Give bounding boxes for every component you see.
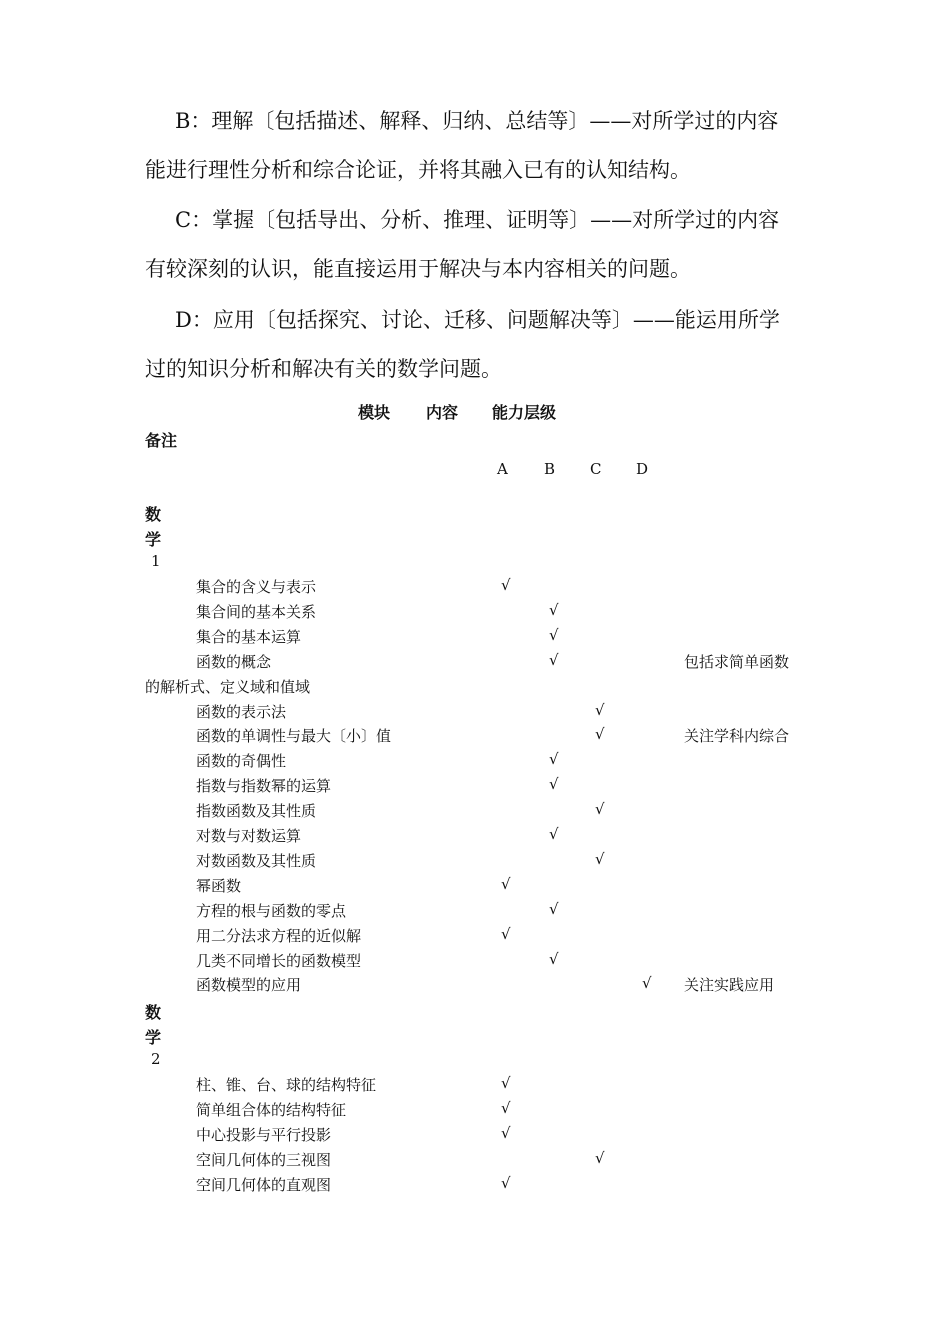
row-remark: 关注实践应用 (684, 976, 775, 995)
row-content: 用二分法求方程的近似解 (196, 926, 362, 945)
row-content: 空间几何体的三视图 (196, 1150, 332, 1169)
row-content: 对数与对数运算 (196, 827, 302, 845)
table-row (0, 626, 950, 651)
table-row (0, 725, 950, 750)
paragraph-line: C：掌握〔包括导出、分析、推理、证明等〕——对所学过的内容 (175, 208, 780, 232)
module-2-char: 数 (145, 1003, 162, 1022)
table-row (0, 1149, 950, 1174)
table-row (0, 1099, 950, 1124)
table-row (0, 850, 950, 875)
level-check-mark: √ (501, 1098, 511, 1117)
paragraph-line: 能进行理性分析和综合论证，并将其融入已有的认知结构。 (145, 158, 691, 182)
row-content: 集合的含义与表示 (196, 578, 317, 596)
header-remark: 备注 (145, 431, 178, 450)
table-row (0, 576, 950, 601)
table-row (0, 925, 950, 950)
level-b-label: B (544, 460, 556, 478)
level-check-mark: √ (549, 825, 559, 843)
table-row (0, 1174, 950, 1199)
row-content: 函数的奇偶性 (196, 752, 287, 771)
row-content: 指数与指数幂的运算 (196, 777, 332, 796)
header-content: 内容 (426, 403, 459, 422)
row-content: 中心投影与平行投影 (196, 1125, 332, 1144)
level-check-mark: √ (595, 849, 605, 868)
row-content: 空间几何体的直观图 (196, 1175, 332, 1194)
module-2-number: 2 (151, 1050, 161, 1068)
row-content: 对数函数及其性质 (196, 851, 317, 870)
row-content: 函数模型的应用 (196, 976, 302, 995)
row-content: 函数的概念 (196, 652, 272, 671)
table-row (0, 800, 950, 825)
level-check-mark: √ (549, 600, 559, 619)
level-check-mark: √ (549, 775, 559, 794)
row-content: 集合间的基本关系 (196, 602, 317, 621)
row-content: 幂函数 (196, 876, 242, 895)
module-1-char: 数 (145, 505, 162, 524)
table-row (0, 775, 950, 800)
table-row (0, 750, 950, 775)
header-module: 模块 (358, 403, 391, 422)
paragraph-c (145, 196, 815, 294)
table-row (0, 651, 950, 676)
row-content: 柱、锥、台、球的结构特征 (196, 1076, 377, 1094)
level-check-mark: √ (595, 800, 605, 819)
table-row (0, 875, 950, 900)
level-check-mark: √ (501, 1074, 511, 1092)
level-check-mark: √ (501, 576, 511, 594)
level-d-label: D (636, 460, 649, 478)
level-check-mark: √ (501, 874, 511, 893)
row-content: 几类不同增长的函数模型 (196, 951, 362, 970)
level-check-mark: √ (642, 974, 652, 993)
level-check-mark: √ (595, 725, 605, 744)
level-check-mark: √ (501, 1173, 511, 1192)
paragraph-line: D：应用〔包括探究、讨论、迁移、问题解决等〕——能运用所学 (175, 308, 780, 332)
table-row (0, 825, 950, 850)
paragraph-b (145, 97, 815, 195)
table-row (0, 601, 950, 626)
row-content: 简单组合体的结构特征 (196, 1100, 347, 1119)
table-row (0, 1124, 950, 1149)
level-check-mark: √ (501, 924, 511, 943)
row-content: 方程的根与函数的零点 (196, 901, 347, 920)
level-check-mark: √ (595, 700, 605, 719)
module-2-char: 学 (145, 1028, 162, 1047)
level-a-label: A (497, 460, 508, 478)
header-level: 能力层级 (492, 403, 557, 422)
level-check-mark: √ (595, 1148, 605, 1167)
paragraph-line: 有较深刻的认识，能直接运用于解决与本内容相关的问题。 (145, 257, 691, 281)
row-content: 指数函数及其性质 (196, 802, 317, 821)
module-1-number: 1 (151, 552, 161, 570)
row-content: 函数的单调性与最大〔小〕值 (196, 727, 392, 746)
row-content: 函数的表示法 (196, 702, 287, 721)
row-remark-continued: 的解析式、定义域和值域 (145, 677, 311, 696)
table-row (0, 974, 950, 999)
row-remark: 包括求简单函数 (684, 652, 790, 671)
row-content: 集合的基本运算 (196, 627, 302, 646)
table-row (0, 950, 950, 975)
level-c-label: C (590, 460, 602, 478)
level-check-mark: √ (549, 625, 559, 644)
level-check-mark: √ (549, 750, 559, 769)
row-remark: 关注学科内综合 (684, 727, 790, 746)
paragraph-line: 过的知识分析和解决有关的数学问题。 (145, 357, 502, 381)
table-row (0, 701, 950, 726)
level-check-mark: √ (549, 650, 559, 669)
module-1-char: 学 (145, 530, 162, 549)
level-check-mark: √ (549, 899, 559, 918)
paragraph-line: B：理解〔包括描述、解释、归纳、总结等〕——对所学过的内容 (175, 109, 779, 133)
paragraph-d (145, 296, 815, 394)
level-check-mark: √ (501, 1123, 511, 1142)
table-row (0, 1074, 950, 1099)
table-row (0, 900, 950, 925)
level-check-mark: √ (549, 949, 559, 968)
